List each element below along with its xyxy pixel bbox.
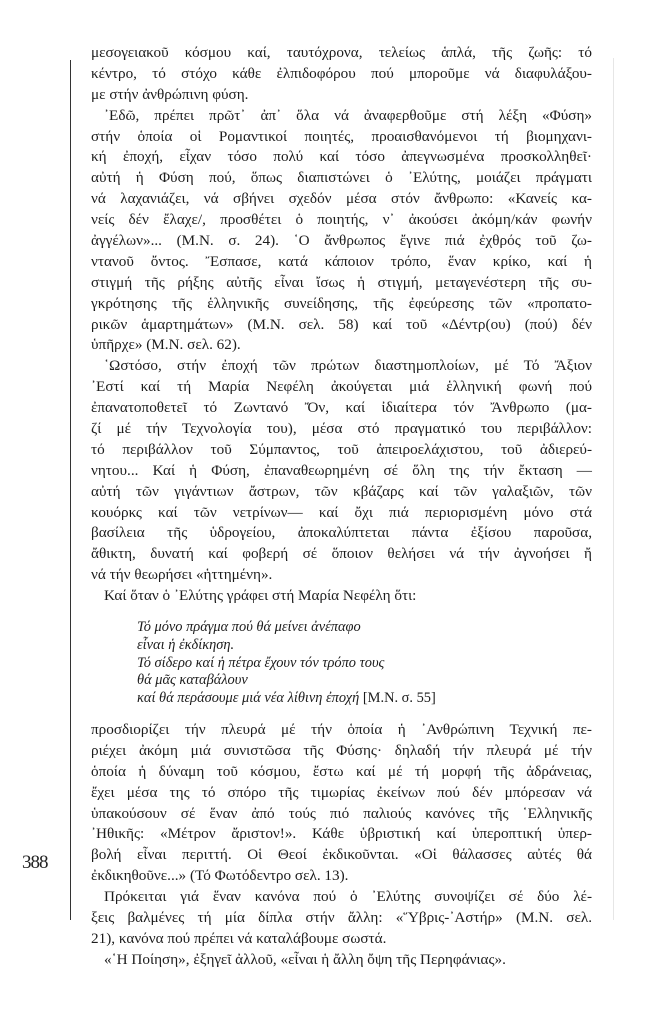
text-line: προσδιορίζει τήν πλευρά μέ τήν ὁποία ἡ ᾿Ανθρώπινη Τεχνική πε- bbox=[91, 721, 592, 739]
quote-line: Τό μόνο πράγμα πού θά μείνει ἀνέπαφο bbox=[137, 619, 361, 636]
text-line: μεσογειακοῦ κόσμου καί, ταυτόχρονα, τελείως ἁπλά, τῆς ζωῆς: τό bbox=[91, 44, 592, 61]
text-line: κή ἐποχή, εἶχαν τόσο πολύ καί τόσο ἀπεγνωσμένα προσκολληθεῖ· bbox=[91, 148, 592, 166]
text-line: ρικῶν ἁμαρτημάτων» (Μ.Ν. σελ. 58) καί τοῦ «Δέντρ(ου) (πού) δέν bbox=[91, 315, 592, 333]
quote-line: Τό σίδερο καί ἡ πέτρα ἔχουν τόν τρόπο τους bbox=[137, 654, 385, 671]
quote-citation: [Μ.Ν. σ. 55] bbox=[362, 690, 436, 707]
quote-line: εἶναι ἡ ἐκδίκηση. bbox=[137, 636, 235, 653]
text-line: νά τήν θεωρήσει «ἡττημένη». bbox=[91, 566, 273, 584]
poem-quote bbox=[137, 619, 592, 708]
text-line: ριέχει ἀκόμη μιά συνιστῶσα τῆς Φύσης· δηλαδή τήν πλευρά μέ τήν bbox=[91, 741, 592, 759]
quote-line: θά μᾶς καταβάλουν bbox=[137, 672, 248, 689]
text-line: ἀγγέλων»... (Μ.Ν. σ. 24). ῾Ο ἄνθρωπος ἔγινε πιά ἐχθρός τοῦ ζω- bbox=[91, 232, 592, 250]
text-line: ξεις βαλμένες τή μία δίπλα στήν ἄλλη: «Ὕβρις-᾿Αστήρ» (Μ.Ν. σελ. bbox=[91, 909, 592, 927]
paragraph bbox=[91, 887, 592, 950]
text-line: ᾿Εδῶ, πρέπει πρῶτ᾿ ἀπ᾿ ὅλα νά ἀναφερθοῦμε στή λέξη «Φύση» bbox=[104, 106, 592, 124]
text-line: ὁποία ἡ δύναμη τοῦ κόσμου, ἔστω καί μέ τή μορφή τῆς ἀδράνειας, bbox=[91, 762, 592, 780]
text-line: ᾿Ηθικῆς: «Μέτρον ἄριστον!». Κάθε ὑβριστική καί ὑπεροπτική ὑπερ- bbox=[91, 825, 592, 843]
text-line: νητου... Καί ἡ Φύση, ἐπαναθεωρημένη σέ ὅλη της τήν ἔκταση — bbox=[91, 461, 592, 479]
text-line: Καί ὅταν ὁ ᾿Ελύτης γράφει στή Μαρία Νεφέλη ὅτι: bbox=[104, 587, 417, 605]
paragraph bbox=[91, 586, 592, 607]
page-number: 388 bbox=[22, 852, 48, 873]
text-line: αὐτή τῶν γιγάντιων ἄστρων, τῶν κβάζαρς καί τῶν γαλαξιῶν, τῶν bbox=[91, 482, 592, 500]
text-line: νείς δέν ἔλαχε/, προσθέτει ὁ ποιητής, ν᾿ ἀκούσει ἀκόμη/κάν φωνήν bbox=[91, 211, 592, 229]
text-line: ὑπῆρχε» (Μ.Ν. σελ. 62). bbox=[91, 336, 241, 354]
paragraph bbox=[91, 950, 592, 971]
text-line: ἐπανατοποθετεῖ τό Ζωντανό Ὄν, καί ἰδιαίτερα τόν Ἄνθρωπο (μα- bbox=[91, 399, 592, 417]
text-line: ἐκδικηθοῦνε...» (Τό Φωτόδεντρο σελ. 13). bbox=[91, 867, 349, 885]
text-line: ᾿Εστί καί τή Μαρία Νεφέλη ἀκούγεται μιά ἑλληνική φωνή πού bbox=[91, 378, 592, 396]
paragraph bbox=[91, 43, 592, 106]
text-line: κέντρο, τό στόχο κάθε ἐλπιδοφόρου πού μποροῦμε νά διαφυλάξου- bbox=[91, 64, 592, 82]
text-line: Πρόκειται γιά ἕναν κανόνα πού ὁ ᾿Ελύτης συνοψίζει σέ δύο λέ- bbox=[104, 888, 592, 906]
margin-rule bbox=[70, 60, 71, 920]
text-line: στήν ὁποία οἱ Ρομαντικοί ποιητές, προαισθανόμενοι τή βιομηχανι- bbox=[91, 127, 592, 145]
text-line: τό περιβάλλον τοῦ Σύμπαντος, τοῦ ἀπειροελάχιστου, τοῦ ἀδιερεύ- bbox=[91, 440, 592, 458]
text-line: γκρότησης τῆς ἑλληνικῆς συνείδησης, τῆς ἐφεύρεσης τῶν «προπατο- bbox=[91, 294, 592, 312]
paragraph bbox=[91, 356, 592, 586]
text-line: βασίλεια τῆς ὑδρογείου, ἀποκαλύπτεται πάντα ἐξίσου παροῦσα, bbox=[91, 524, 592, 542]
text-line: ὑπακούσουν σέ ἕναν ἀπό τούς πιό παλιούς κανόνες τῆς ῾Ελληνικῆς bbox=[91, 804, 592, 822]
page-edge bbox=[613, 58, 614, 920]
text-line: κουόρκς καί τῶν νετρίνων— καί ὄχι πιά περιορισμένη μόνο στά bbox=[91, 503, 592, 521]
text-line: βολή εἶναι περιττή. Οἱ Θεοί ἐκδικοῦνται. «Οἱ θάλασσες αὐτές θά bbox=[91, 846, 592, 864]
text-line: «῾Η Ποίηση», ἐξηγεῖ ἀλλοῦ, «εἶναι ἡ ἄλλη ὄψη τῆς Περηφάνιας». bbox=[104, 950, 506, 968]
text-line: νά λαχανιάζει, νά σβήνει σχεδόν μέσα στόν ἄνθρωπο: «Κανείς κα- bbox=[91, 190, 592, 208]
text-line: στιγμή τῆς ρήξης αὐτῆς εἶναι ἴσως ἡ στιγμή, μεταγενέστερη τῆς συ- bbox=[91, 273, 592, 291]
text-line: ἔχει μέσα της τό σπόρο τῆς τιμωρίας ἐκείνων πού δέν μπόρεσαν νά bbox=[91, 783, 592, 801]
text-line: ῾Ωστόσο, στήν ἐποχή τῶν πρώτων διαστημοπλοίων, μέ Τό Ἄξιον bbox=[104, 357, 592, 375]
quote-text: καί θά περάσουμε μιά νέα λίθινη ἐποχή bbox=[137, 690, 360, 707]
text-line: ζί μέ τήν Τεχνολογία του), μέσα στό πραγματικό του περιβάλλον: bbox=[91, 420, 592, 438]
paragraph bbox=[91, 720, 592, 887]
text-line: ἄθικτη, δυνατή καί φοβερή σέ ὅποιον θελήσει νά τήν ἀγνοήσει ἤ bbox=[91, 545, 592, 563]
quote-line bbox=[137, 690, 592, 708]
text-line: ντανοῦ ὄντος. Ἔσπασε, κατά κάποιον τρόπο, ἕναν κρίκο, καί ἡ bbox=[91, 252, 592, 270]
text-line: 21), κανόνα πού πρέπει νά καταλάβουμε σωστά. bbox=[91, 929, 387, 947]
text-line: με στήν ἀνθρώπινη φύση. bbox=[91, 85, 249, 103]
text-line: αὐτή ἡ Φύση πού, ὅπως διαπιστώνει ὁ ᾿Ελύτης, μοιάζει πράγματι bbox=[91, 169, 592, 187]
paragraph bbox=[91, 106, 592, 357]
body-text bbox=[91, 43, 592, 971]
